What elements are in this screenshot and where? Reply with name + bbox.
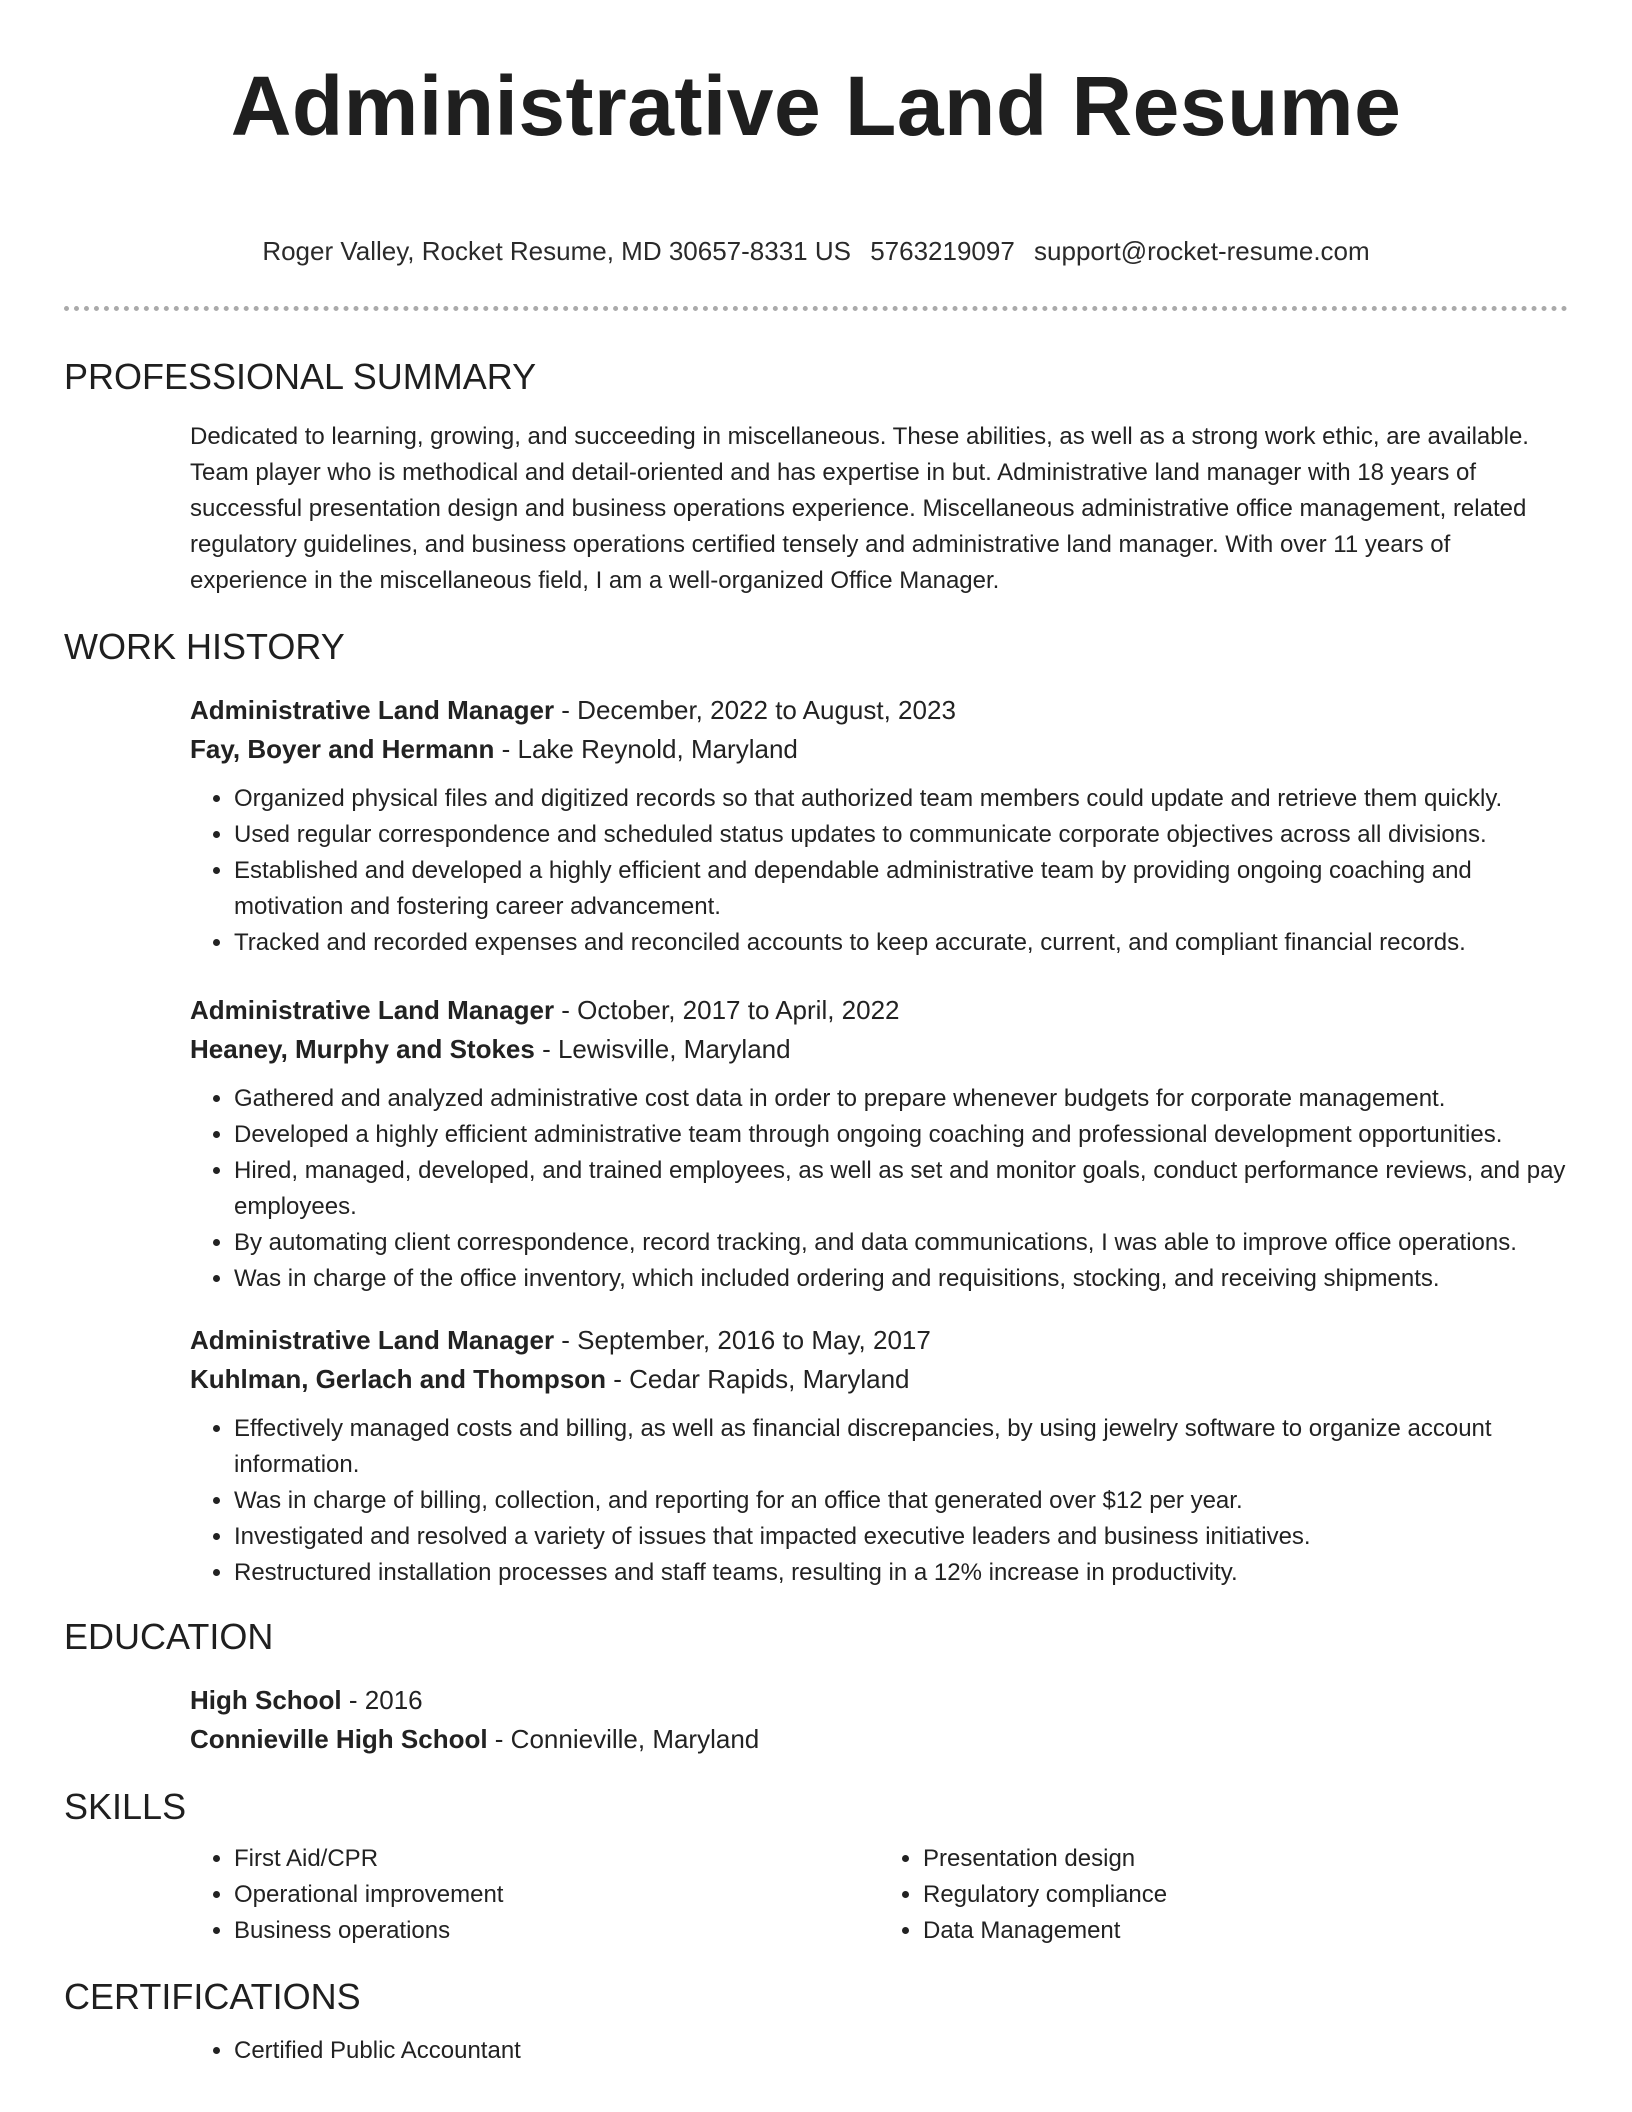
job-title-line [190,691,1568,730]
list-item: • Was in charge of the office inventory, which included ordering and requisitions, stocking, and receiving shipments. [234,1261,1568,1297]
resume-title: Administrative Land Resume [230,59,1402,153]
list-item: • Used regular correspondence and scheduled status updates to communicate corporate objectives across all divisions. [234,817,1568,853]
skill-item: • Data Management [923,1913,1568,1949]
list-item: • Investigated and resolved a variety of issues that impacted executive leaders and business initiatives. [234,1519,1568,1555]
skills-list [64,1841,1568,1949]
job-company-line [190,1030,1568,1069]
job-entry-1 [64,691,1568,961]
certifications-heading: CERTIFICATIONS [64,1976,361,2017]
job-company: Fay, Boyer and Hermann [190,734,495,764]
job-company: Heaney, Murphy and Stokes [190,1034,535,1064]
job-company-line [190,730,1568,769]
skills-heading: SKILLS [64,1786,187,1827]
contact-line [64,234,1568,268]
summary-text: Dedicated to learning, growing, and succeeding in miscellaneous. These abilities, as well as a strong work ethic, are available. Team player who is methodical and detail-oriented and has expertise in but. Administrative land manager with 18 years of successful presentation design and business operations experience. Miscellaneous administrative office management, related regulatory guidelines, and business operations certified tensely and administrative land manager. With over 11 years of experience in the miscellaneous field, I am a well-organized Office Manager. [190,423,1529,594]
list-item: • Was in charge of billing, collection, and reporting for an office that generated over $12 per year. [234,1483,1568,1519]
job-entry-3 [64,1321,1568,1591]
list-item: • Restructured installation processes and staff teams, resulting in a 12% increase in productivity. [234,1555,1568,1591]
skills-column-left [190,1841,879,1949]
education-heading: EDUCATION [64,1616,274,1657]
job-title-line [190,991,1568,1030]
job-dates: - October, 2017 to April, 2022 [554,995,900,1025]
skill-item: • First Aid/CPR [234,1841,879,1877]
skill-item: • Operational improvement [234,1877,879,1913]
contact-address: Roger Valley, Rocket Resume, MD 30657-8331 US [262,236,851,266]
job-location: - Lake Reynold, Maryland [494,734,798,764]
job-entry-2 [64,991,1568,1297]
list-item: • Established and developed a highly efficient and dependable administrative team by providing ongoing coaching and motivation and fostering career advancement. [234,853,1568,925]
skill-item: • Presentation design [923,1841,1568,1877]
list-item: • Organized physical files and digitized records so that authorized team members could update and retrieve them quickly. [234,781,1568,817]
header-divider [64,306,1568,311]
job-location: - Cedar Rapids, Maryland [606,1364,910,1394]
job-role: Administrative Land Manager [190,995,555,1025]
job-bullets [190,781,1568,961]
contact-email: support@rocket-resume.com [1034,236,1370,266]
skill-item: • Regulatory compliance [923,1877,1568,1913]
job-role: Administrative Land Manager [190,695,555,725]
summary-heading: PROFESSIONAL SUMMARY [64,356,537,397]
job-company-line [190,1360,1568,1399]
list-item: • Tracked and recorded expenses and reconciled accounts to keep accurate, current, and compliant financial records. [234,925,1568,961]
work-history-heading: WORK HISTORY [64,626,345,667]
list-item: • By automating client correspondence, record tracking, and data communications, I was able to improve office operations. [234,1225,1568,1261]
job-bullets [190,1081,1568,1297]
job-dates: - December, 2022 to August, 2023 [554,695,956,725]
certification-item: • Certified Public Accountant [234,2033,1568,2069]
education-degree: High School [190,1685,342,1715]
list-item: • Developed a highly efficient administrative team through ongoing coaching and professional development opportunities. [234,1117,1568,1153]
education-school: Connieville High School [190,1724,488,1754]
list-item: • Hired, managed, developed, and trained employees, as well as set and monitor goals, conduct performance reviews, and pay employees. [234,1153,1568,1225]
list-item: • Gathered and analyzed administrative cost data in order to prepare whenever budgets for corporate management. [234,1081,1568,1117]
contact-phone: 5763219097 [870,236,1015,266]
education-location: - Connieville, Maryland [487,1724,760,1754]
skill-item: • Business operations [234,1913,879,1949]
certifications-list [64,2033,1568,2069]
education-entry [64,1681,1568,1759]
certifications-items [190,2033,1568,2069]
skills-column-right [879,1841,1568,1949]
job-bullets [190,1411,1568,1591]
job-company: Kuhlman, Gerlach and Thompson [190,1364,607,1394]
education-degree-line [190,1681,1568,1720]
list-item: • Effectively managed costs and billing, as well as financial discrepancies, by using jewelry software to organize account information. [234,1411,1568,1483]
job-dates: - September, 2016 to May, 2017 [554,1325,931,1355]
job-location: - Lewisville, Maryland [534,1034,791,1064]
job-role: Administrative Land Manager [190,1325,555,1355]
education-school-line [190,1720,1568,1759]
education-year: - 2016 [341,1685,423,1715]
job-title-line [190,1321,1568,1360]
